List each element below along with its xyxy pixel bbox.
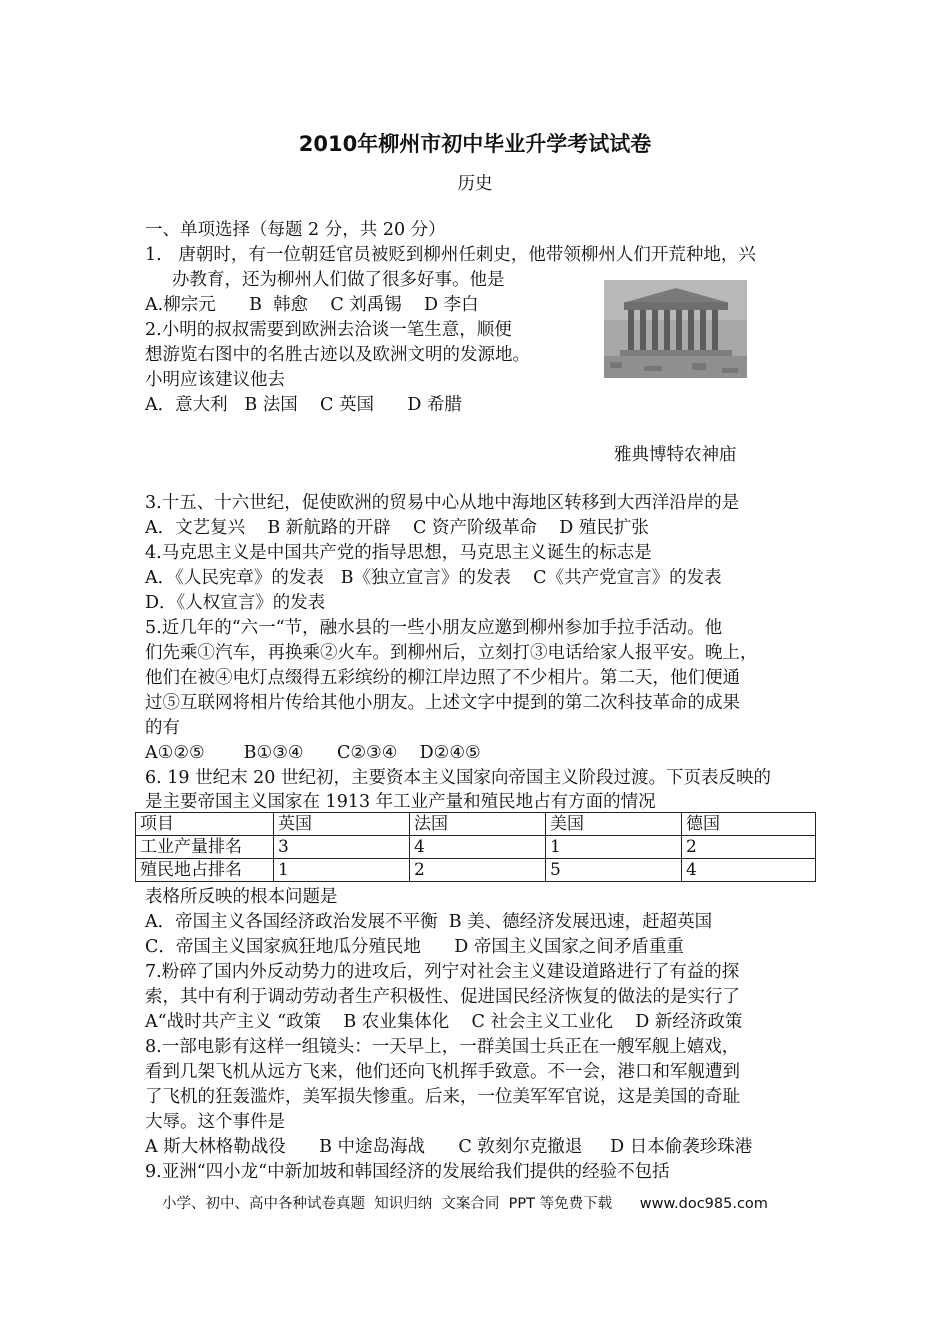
text-line: A①②⑤ B①③④ C②③④ D②④⑤ — [145, 743, 481, 763]
parthenon-image — [604, 280, 747, 378]
text-line: 索，其中有利于调动劳动者生产积极性、促进国民经济恢复的做法的是实行了 — [145, 987, 740, 1007]
text-line: 表格所反映的根本问题是 — [145, 887, 338, 907]
table-cell: 殖民地占排名 — [136, 859, 274, 882]
text-line: 大辱。这个事件是 — [145, 1112, 285, 1132]
text-line: A“战时共产主义 “政策 B 农业集体化 C 社会主义工业化 D 新经济政策 — [145, 1012, 743, 1032]
text-line: 一、单项选择（每题 2 分，共 20 分） — [145, 220, 446, 240]
text-line: 小明应该建议他去 — [145, 370, 285, 390]
table-header-cell: 英国 — [274, 813, 410, 836]
text-line: 过⑤互联网将相片传给其他小朋友。上述文字中提到的第二次科技革命的成果 — [145, 693, 740, 713]
text-line: D．《人权宣言》的发表 — [145, 593, 326, 613]
table-row — [136, 836, 816, 859]
table-row — [136, 859, 816, 882]
table-cell: 工业产量排名 — [136, 836, 274, 859]
table-header-cell: 项目 — [136, 813, 274, 836]
text-line: 8.一部电影有这样一组镜头：一天早上，一群美国士兵正在一艘军舰上嬉戏， — [145, 1037, 740, 1057]
text-line: 3.十五、十六世纪，促使欧洲的贸易中心从地中海地区转移到大西洋沿岸的是 — [145, 493, 740, 513]
text-line: 他们在被④电灯点缀得五彩缤纷的柳江岸边照了不少相片。第二天，他们便通 — [145, 668, 740, 688]
text-line: 4.马克思主义是中国共产党的指导思想，马克思主义诞生的标志是 — [145, 543, 652, 563]
text-line: 1. 唐朝时，有一位朝廷官员被贬到柳州任刺史，他带领柳州人们开荒种地，兴 — [145, 245, 756, 265]
text-line: A．意大利 B 法国 C 英国 D 希腊 — [145, 395, 462, 415]
table-header-row — [136, 813, 816, 836]
text-line: 7.粉碎了国内外反动势力的进攻后，列宁对社会主义建设道路进行了有益的探 — [145, 962, 740, 982]
table-cell: 1 — [546, 836, 682, 859]
text-line: 了飞机的狂轰滥炸，美军损失惨重。后来，一位美军军官说，这是美国的奇耻 — [145, 1087, 740, 1107]
parthenon-photo — [604, 280, 747, 378]
text-line: 办教育，还为柳州人们做了很多好事。他是 — [172, 270, 505, 290]
table-header-cell: 美国 — [546, 813, 682, 836]
table-cell: 2 — [682, 836, 816, 859]
text-line: 6. 19 世纪末 20 世纪初，主要资本主义国家向帝国主义阶段过渡。下页表反映的 — [145, 768, 771, 788]
text-line: 5.近几年的“六一“节，融水县的一些小朋友应邀到柳州参加手拉手活动。他 — [145, 618, 723, 638]
subject-label: 历史 — [457, 174, 493, 194]
text-line: C．帝国主义国家疯狂地瓜分殖民地 D 帝国主义国家之间矛盾重重 — [145, 937, 684, 957]
photo-caption: 雅典博特农神庙 — [614, 445, 737, 465]
text-line: A．文艺复兴 B 新航路的开辟 C 资产阶级革命 D 殖民扩张 — [145, 518, 649, 538]
text-line: 2.小明的叔叔需要到欧洲去洽谈一笔生意，顺便 — [145, 320, 512, 340]
text-line: 是主要帝国主义国家在 1913 年工业产量和殖民地占有方面的情况 — [145, 792, 656, 812]
text-line: A．帝国主义各国经济政治发展不平衡 B 美、德经济发展迅速，赶超英国 — [145, 912, 713, 932]
exam-title: 2010年柳州市初中毕业升学考试试卷 — [298, 132, 652, 156]
text-line: 9.亚洲“四小龙“中新加坡和韩国经济的发展给我们提供的经验不包括 — [145, 1162, 670, 1182]
text-line: 看到几架飞机从远方飞来，他们还向飞机挥手致意。不一会，港口和军舰遭到 — [145, 1062, 740, 1082]
text-line: A 斯大林格勒战役 B 中途岛海战 C 敦刻尔克撤退 D 日本偷袭珍珠港 — [145, 1137, 753, 1157]
table-header-cell: 法国 — [410, 813, 546, 836]
table-header-cell: 德国 — [682, 813, 816, 836]
text-line: 们先乘①汽车，再换乘②火车。到柳州后，立刻打③电话给家人报平安。晚上， — [145, 643, 758, 663]
table-cell: 5 — [546, 859, 682, 882]
text-line: 的有 — [145, 718, 180, 738]
table-cell: 4 — [410, 836, 546, 859]
table-cell: 4 — [682, 859, 816, 882]
industry-colony-table — [135, 812, 816, 882]
text-line: 想游览右图中的名胜古迹以及欧洲文明的发源地。 — [145, 345, 530, 365]
table-cell: 1 — [274, 859, 410, 882]
page-footer: 小学、初中、高中各种试卷真题 知识归纳 文案合同 PPT 等免费下载 www.doc985.com — [162, 1196, 768, 1212]
table-cell: 2 — [410, 859, 546, 882]
text-line: A.柳宗元 B 韩愈 C 刘禹锡 D 李白 — [145, 295, 479, 315]
table-cell: 3 — [274, 836, 410, 859]
text-line: A．《人民宪章》的发表 B《独立宣言》的发表 C《共产党宣言》的发表 — [145, 568, 722, 588]
